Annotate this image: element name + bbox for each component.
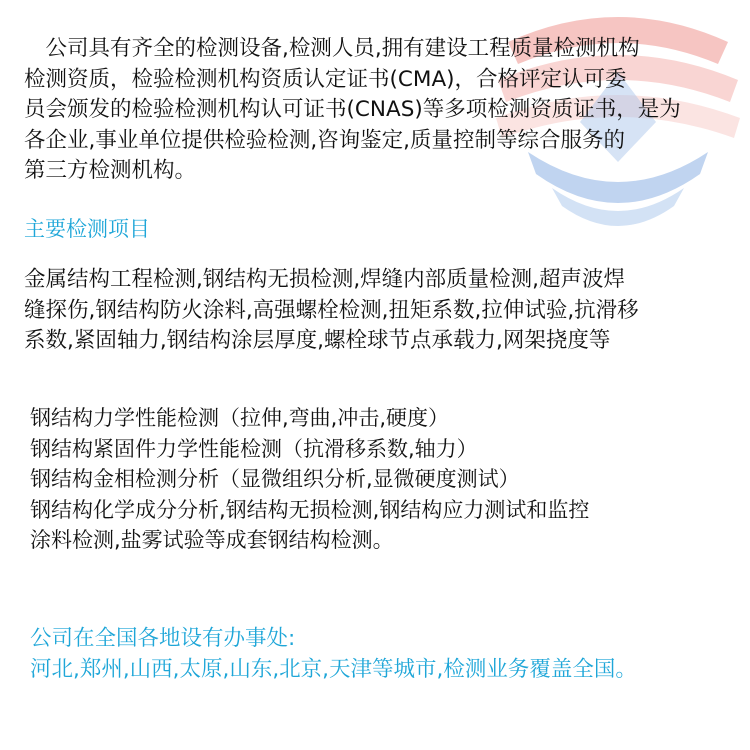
- intro-line: 各企业,事业单位提供检验检测,咨询鉴定,质量控制等综合服务的: [24, 127, 626, 153]
- offices-title: 公司在全国各地设有办事处:: [30, 626, 296, 651]
- intro-line: 检测资质，检验检测机构资质认定证书(CMA)，合格评定认可委: [24, 66, 627, 92]
- test-item: 涂料检测,盐雾试验等成套钢结构检测。: [30, 528, 394, 552]
- intro-line: 公司具有齐全的检测设备,检测人员,拥有建设工程质量检测机构: [24, 36, 640, 61]
- intro-line: 员会颁发的检验检测机构认可证书(CNAS)等多项检测资质证书，是为: [24, 97, 681, 122]
- section-heading: 主要检测项目: [24, 217, 150, 241]
- metal-line: 缝探伤,钢结构防火涂料,高强螺栓检测,扭矩系数,拉伸试验,抗滑移: [24, 297, 639, 323]
- metal-structure-paragraph: [24, 265, 746, 357]
- intro-paragraph: [24, 34, 746, 187]
- intro-line: 第三方检测机构。: [24, 158, 197, 183]
- offices-section: [30, 623, 750, 685]
- test-item: 钢结构紧固件力学性能检测（抗滑移系数,轴力）: [30, 436, 478, 461]
- test-item: 钢结构金相检测分析（显微组织分析,显微硬度测试）: [30, 467, 520, 491]
- test-item: 钢结构力学性能检测（拉伸,弯曲,冲击,硬度）: [30, 406, 450, 430]
- test-items-list: [30, 403, 750, 556]
- offices-cities: 河北,郑州,山西,太原,山东,北京,天津等城市,检测业务覆盖全国。: [30, 657, 637, 682]
- metal-line: 金属结构工程检测,钢结构无损检测,焊缝内部质量检测,超声波焊: [24, 267, 626, 292]
- metal-line: 系数,紧固轴力,钢结构涂层厚度,螺栓球节点承载力,网架挠度等: [24, 328, 611, 353]
- test-item: 钢结构化学成分分析,钢结构无损检测,钢结构应力测试和监控: [30, 497, 590, 522]
